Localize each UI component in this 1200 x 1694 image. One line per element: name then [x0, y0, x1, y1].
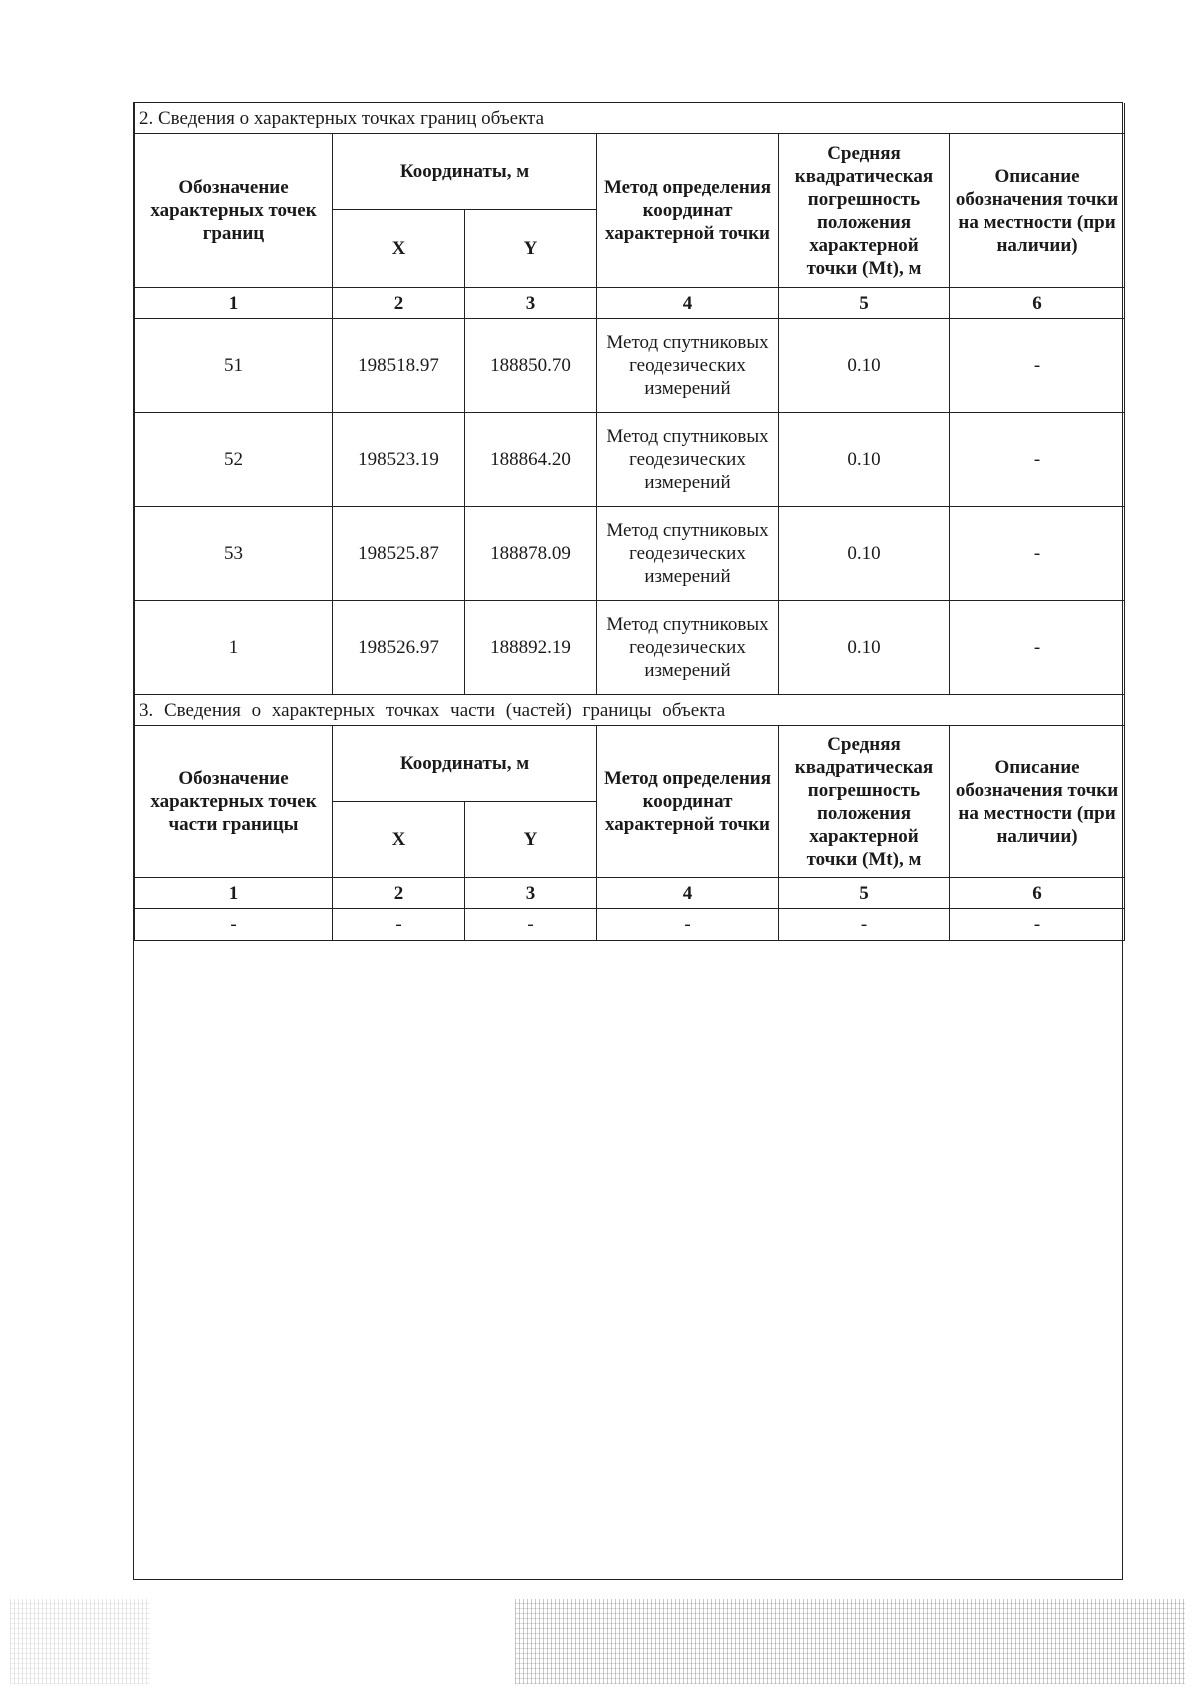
table-row	[135, 319, 1125, 413]
header-y: Y	[465, 210, 597, 288]
section3-number-row	[135, 878, 1125, 909]
header-description: Описание обозначения точки на местности (при наличии)	[950, 134, 1125, 288]
cell-desc: -	[950, 319, 1125, 413]
cell-x: 198526.97	[333, 601, 465, 695]
header-designation: Обозначение характерных точек части границы	[135, 726, 333, 878]
section2-table	[134, 103, 1125, 695]
document-frame	[133, 102, 1123, 1580]
table-row	[135, 507, 1125, 601]
col-number: 4	[597, 878, 779, 909]
header-error: Средняя квадратическая погрешность положения характерной точки (Mt), м	[779, 726, 950, 878]
section3-caption-row	[135, 695, 1125, 726]
cell-method: Метод спутниковых геодезических измерений	[597, 601, 779, 695]
header-description: Описание обозначения точки на местности (при наличии)	[950, 726, 1125, 878]
cell-desc: -	[950, 413, 1125, 507]
header-coordinates: Координаты, м	[333, 726, 597, 802]
cell-x: 198523.19	[333, 413, 465, 507]
col-number: 3	[465, 878, 597, 909]
cell-desc: -	[950, 601, 1125, 695]
cell-y: 188878.09	[465, 507, 597, 601]
col-number: 1	[135, 878, 333, 909]
header-method: Метод определения координат характерной точки	[597, 134, 779, 288]
header-y: Y	[465, 802, 597, 878]
col-number: 2	[333, 288, 465, 319]
cell-method: Метод спутниковых геодезических измерений	[597, 319, 779, 413]
table-row	[135, 601, 1125, 695]
cell-point: 52	[135, 413, 333, 507]
cell-desc: -	[950, 507, 1125, 601]
header-x: X	[333, 210, 465, 288]
cell-y: 188850.70	[465, 319, 597, 413]
header-method: Метод определения координат характерной точки	[597, 726, 779, 878]
cell-mt: 0.10	[779, 507, 950, 601]
cell-point: 53	[135, 507, 333, 601]
section2-number-row	[135, 288, 1125, 319]
section3-caption: 3. Сведения о характерных точках части (частей) границы объекта	[135, 695, 1125, 726]
scan-noise-right	[515, 1599, 1185, 1684]
header-coordinates: Координаты, м	[333, 134, 597, 210]
cell-mt: 0.10	[779, 319, 950, 413]
col-number: 3	[465, 288, 597, 319]
section2-header-row	[135, 134, 1125, 210]
cell-mt: -	[779, 909, 950, 941]
cell-point: -	[135, 909, 333, 941]
cell-method: Метод спутниковых геодезических измерений	[597, 413, 779, 507]
cell-method: Метод спутниковых геодезических измерений	[597, 507, 779, 601]
cell-desc: -	[950, 909, 1125, 941]
col-number: 1	[135, 288, 333, 319]
col-number: 5	[779, 878, 950, 909]
header-x: X	[333, 802, 465, 878]
table-row	[135, 413, 1125, 507]
header-error: Средняя квадратическая погрешность положения характерной точки (Mt), м	[779, 134, 950, 288]
section2-caption-row	[135, 103, 1125, 134]
header-designation: Обозначение характерных точек границ	[135, 134, 333, 288]
cell-y: 188892.19	[465, 601, 597, 695]
col-number: 2	[333, 878, 465, 909]
section3-header-row	[135, 726, 1125, 802]
cell-mt: 0.10	[779, 413, 950, 507]
scan-noise-left	[10, 1599, 150, 1684]
col-number: 6	[950, 288, 1125, 319]
cell-x: 198518.97	[333, 319, 465, 413]
cell-y: -	[465, 909, 597, 941]
cell-y: 188864.20	[465, 413, 597, 507]
col-number: 6	[950, 878, 1125, 909]
cell-x: -	[333, 909, 465, 941]
cell-x: 198525.87	[333, 507, 465, 601]
section2-caption: 2. Сведения о характерных точках границ объекта	[135, 103, 1125, 134]
cell-mt: 0.10	[779, 601, 950, 695]
cell-point: 1	[135, 601, 333, 695]
table-row	[135, 909, 1125, 941]
col-number: 4	[597, 288, 779, 319]
cell-point: 51	[135, 319, 333, 413]
cell-method: -	[597, 909, 779, 941]
section3-table	[134, 695, 1125, 941]
col-number: 5	[779, 288, 950, 319]
